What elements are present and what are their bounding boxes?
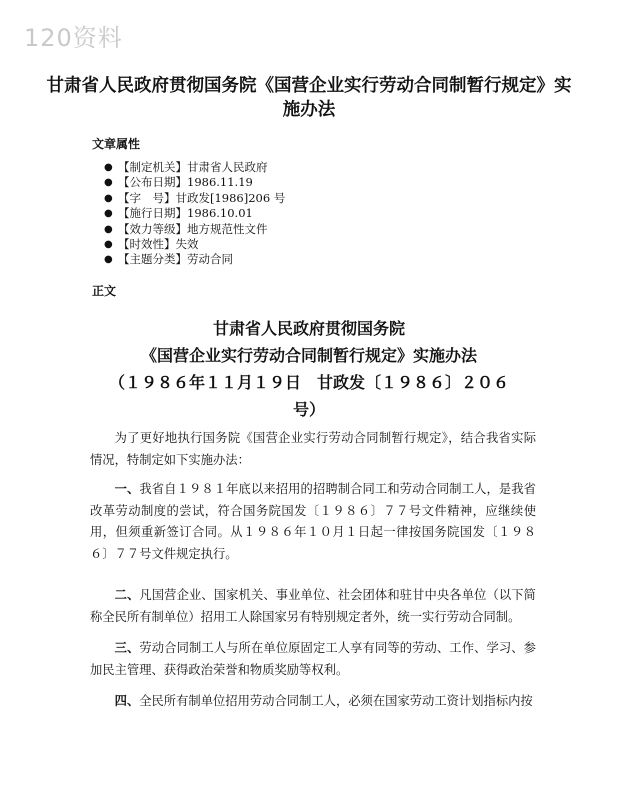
bullet-icon: ●: [104, 192, 113, 204]
attributes-list: [104, 160, 285, 268]
bullet-icon: ●: [104, 162, 113, 173]
bullet-icon: ●: [104, 208, 113, 220]
bullet-icon: ●: [104, 238, 113, 250]
attribute-item: ● 【制定机关】甘肃省人民政府: [104, 160, 268, 174]
body-heading-line2: 《国营企业实行劳动合同制暂行规定》实施办法: [140, 346, 477, 365]
bullet-icon: ●: [104, 177, 113, 189]
bullet-icon: ●: [104, 254, 113, 266]
attribute-item: ● 【效力等级】地方规范性文件: [104, 221, 268, 236]
paragraph-2: 二、凡国营企业、国家机关、事业单位、社会团体和驻甘中央各单位（以下简称全民所有制单位）招用工人除国家另有特别规定者外，统一实行劳动合同制。: [90, 587, 536, 624]
attribute-item: ● 【施行日期】1986.10.01: [104, 206, 253, 221]
attribute-item: ● 【字 号】甘政发[1986]206 号: [104, 190, 286, 205]
body-heading-line3: （１９８６年１１月１９日 甘政发〔１９８６〕２０６: [108, 373, 509, 392]
watermark: 120资料: [24, 24, 123, 52]
bullet-icon: ●: [104, 223, 113, 235]
paragraph-intro: 为了更好地执行国务院《国营企业实行劳动合同制暂行规定》，结合我省实际情况，特制定如下实施办法：: [90, 431, 536, 467]
document-title: 甘肃省人民政府贯彻国务院《国营企业实行劳动合同制暂行规定》实施办法: [46, 76, 572, 120]
body-label: 正文: [92, 284, 117, 298]
paragraph-3: 三、劳动合同制工人与所在单位原固定工人享有同等的劳动、工作、学习、参加民主管理、获得政治荣誉和物质奖励等权利。: [90, 640, 536, 677]
attribute-item: ● 【公布日期】1986.11.19: [104, 175, 253, 190]
attribute-item: ● 【时效性】失效: [104, 236, 199, 251]
paragraph-4: 四、全民所有制单位招用劳动合同制工人，必须在国家劳动工资计划指标内按: [114, 693, 533, 708]
body-heading-line4: 号）: [292, 400, 325, 419]
paragraph-1: 一、我省自１９８１年底以来招用的招聘制合同工和劳动合同制工人，是我省改革劳动制度的尝试，符合国务院国发〔１９８６〕７７号文件精神，应继续使用，但须重新签订合同。从１９８６年１０月１日起一律按国务院国发〔１９８６〕７７号文件规定执行。: [90, 481, 536, 561]
attribute-item: ● 【主题分类】劳动合同: [104, 252, 233, 267]
attributes-label: 文章属性: [92, 137, 141, 151]
body-heading-line1: 甘肃省人民政府贯彻国务院: [212, 319, 405, 338]
